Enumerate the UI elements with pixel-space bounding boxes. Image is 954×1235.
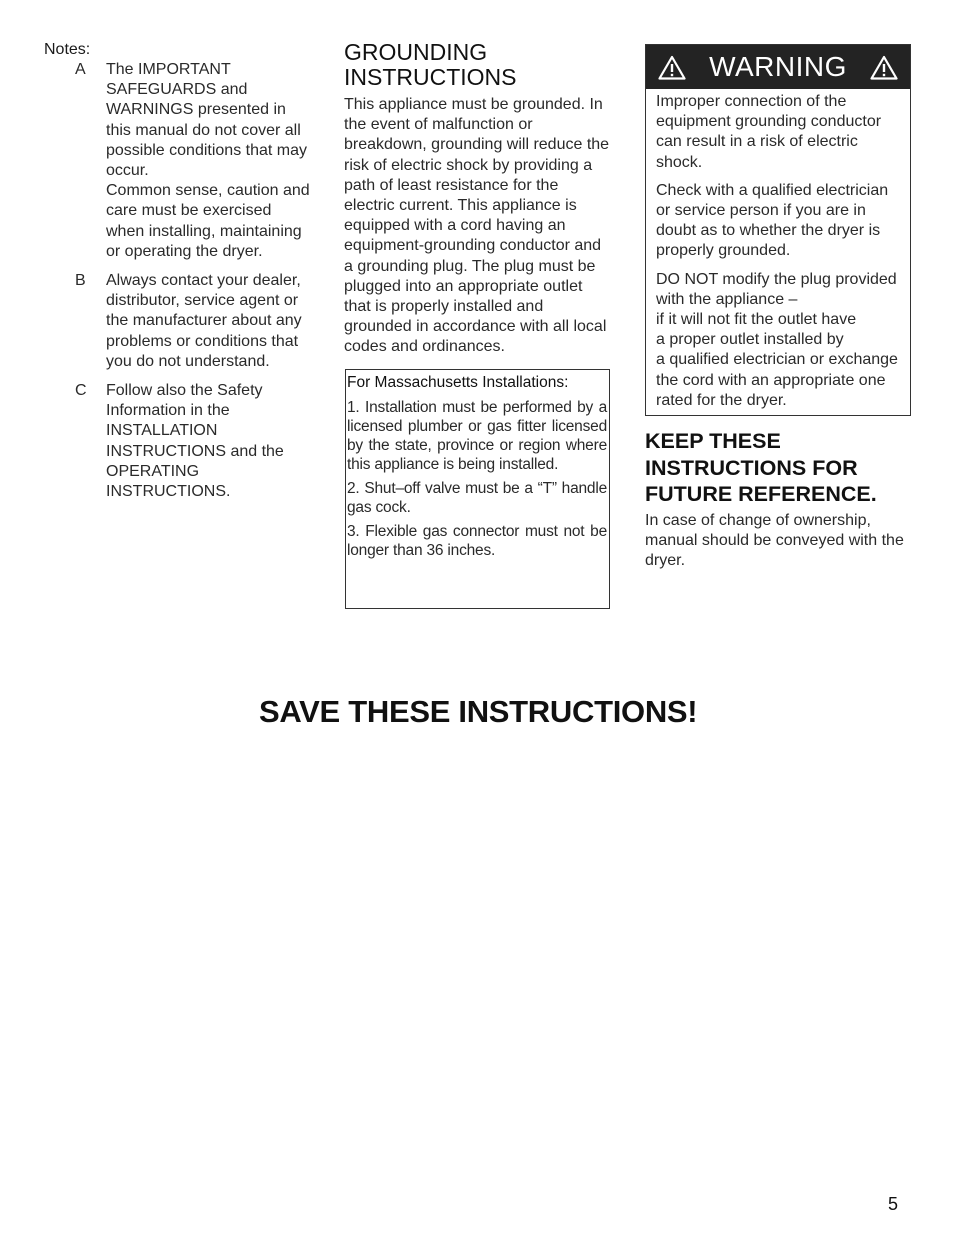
warning-triangle-icon (870, 55, 898, 80)
note-letter: A (75, 61, 86, 78)
warning-box (645, 44, 911, 416)
note-item-c (44, 381, 314, 502)
warning-paragraph: Improper connection of the equipment grounding conductor can result in a risk of electric shock. (656, 93, 882, 171)
note-letter: B (75, 272, 86, 290)
warning-section (645, 44, 911, 571)
massachusetts-item: 2. Shut–off valve must be a “T” handle gas cock. (347, 479, 607, 516)
note-text: The IMPORTANT SAFEGUARDS and WARNINGS presented in this manual do not cover all possible conditions that may occur. Common sense, caution and care must be exercised when installing, maintaining or operating the dryer. (106, 61, 310, 260)
keep-instructions-body: In case of change of ownership, manual should be conveyed with the dryer. (645, 511, 904, 569)
warning-triangle-icon (658, 55, 686, 80)
warning-paragraph: Check with a qualified electrician or service person if you are in doubt as to whether the dryer is properly grounded. (656, 181, 889, 260)
notes-title: Notes: (44, 41, 91, 58)
note-letter: C (75, 382, 87, 400)
note-text: Follow also the Safety Information in the INSTALLATION INSTRUCTIONS and the OPERATING INSTRUCTIONS. (106, 382, 284, 501)
massachusetts-item: 1. Installation must be performed by a licensed plumber or gas fitter licensed by the state, province or region where this appliance is being installed. (347, 398, 607, 473)
warning-paragraph: DO NOT modify the plug provided with the appliance – if it will not fit the outlet have a proper outlet installed by a qualified electrician or exchange the cord with an appropriate one rated for the dryer. (656, 270, 898, 409)
note-item-b (44, 271, 314, 372)
grounding-section (344, 40, 612, 609)
warning-label: WARNING (709, 51, 847, 82)
massachusetts-box (345, 369, 610, 609)
keep-instructions-heading: KEEP THESE INSTRUCTIONS FOR FUTURE REFERENCE. (645, 429, 877, 507)
notes-section (44, 40, 314, 511)
grounding-heading: GROUNDING INSTRUCTIONS (344, 39, 517, 90)
save-instructions-title: SAVE THESE INSTRUCTIONS! (259, 694, 698, 729)
massachusetts-title: For Massachusetts Installations: (347, 373, 569, 391)
warning-header (646, 45, 910, 89)
massachusetts-item: 3. Flexible gas connector must not be longer than 36 inches. (347, 522, 607, 559)
note-item-a (44, 60, 314, 262)
grounding-body: This appliance must be grounded. In the event of malfunction or breakdown, grounding will reduce the risk of electric shock by providing a path of least resistance for the electric current. This appliance is equipped with a cord having an equipment-grounding conductor and a grounding plug. The plug must be plugged into an appropriate outlet that is properly installed and grounded in accordance with all local codes and ordinances. (344, 96, 610, 356)
note-text: Always contact your dealer, distributor, service agent or the manufacturer about any problems or conditions that you do not understand. (106, 272, 302, 370)
warning-content (646, 89, 910, 415)
page-number: 5 (888, 1194, 899, 1214)
